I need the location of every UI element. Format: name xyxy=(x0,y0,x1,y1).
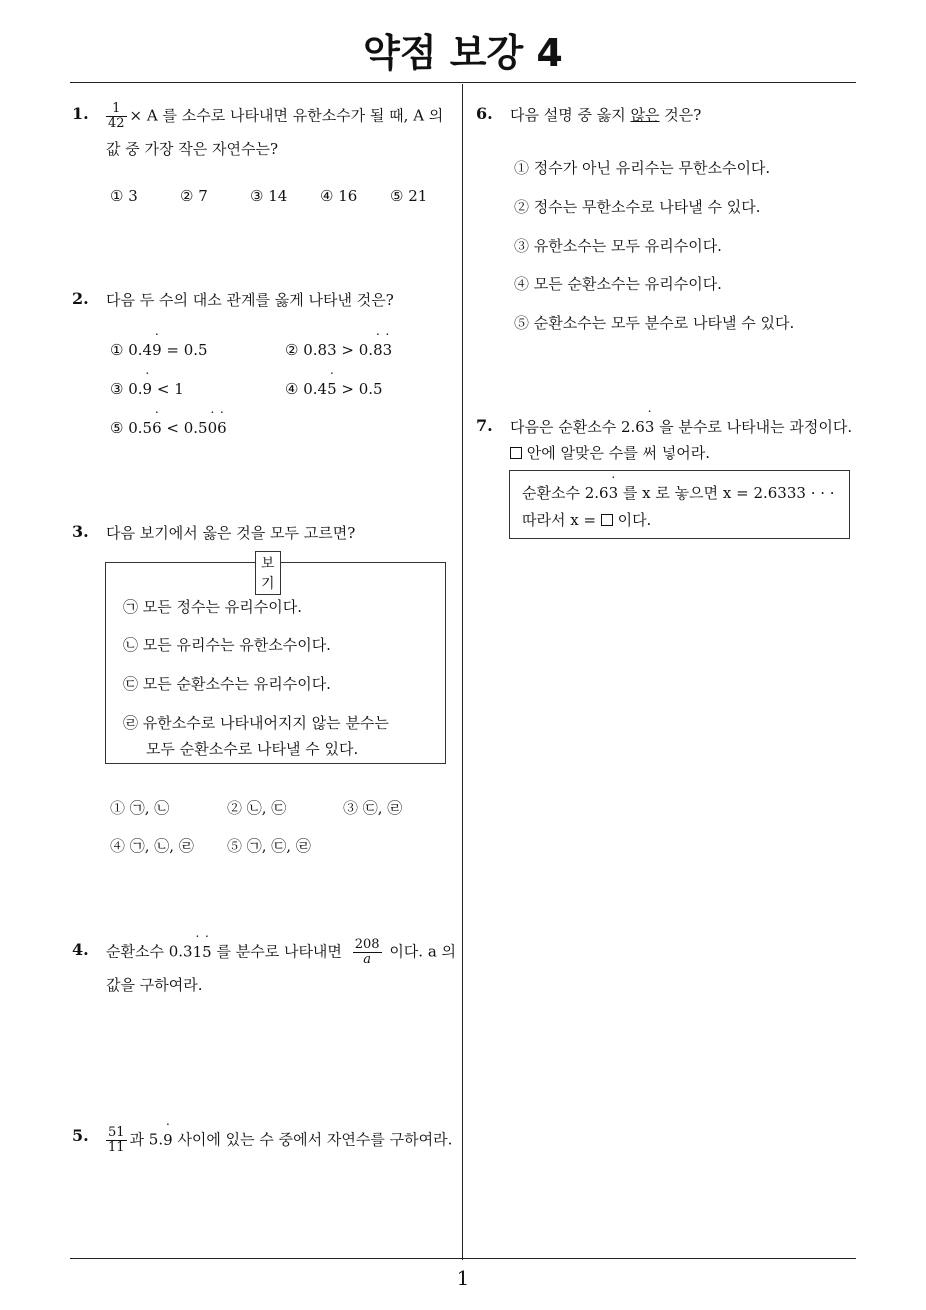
choice-2[interactable]: ② 정수는 무한소수로 나타낼 수 있다. xyxy=(514,198,761,216)
question-text: 다음 두 수의 대소 관계를 옳게 나타낸 것은? xyxy=(106,291,394,309)
question-line-1: 다음은 순환소수 2.63 ˙ 을 분수로 나타내는 과정이다. xyxy=(510,416,852,437)
choice-4[interactable]: ④ 0.45 ˙ > 0.5 xyxy=(285,380,383,398)
choice-2[interactable]: ② 0.83 > 0.8 ˙3 ˙ xyxy=(285,341,392,359)
question-line-2: 안에 알맞은 수를 써 넣어라. xyxy=(510,442,710,463)
choice-3[interactable]: ③ 14 xyxy=(250,187,288,205)
footer-rule xyxy=(70,1258,856,1259)
choice-1[interactable]: ① 0.49 ˙ = 0.5 xyxy=(110,341,208,359)
question-number: 6. xyxy=(476,104,493,123)
question-line-2: 값을 구하여라. xyxy=(106,976,203,994)
choice-1[interactable]: ① 정수가 아닌 유리수는 무한소수이다. xyxy=(514,159,771,177)
question-text: $\frac{51}{11}$ 과 5.9 ˙ 사이에 있는 수 중에서 자연수를 구하여라. xyxy=(106,1126,452,1155)
question-text: 다음 설명 중 옳지 않은 것은? xyxy=(510,106,702,124)
question-number: 5. xyxy=(72,1126,89,1145)
choice-5[interactable]: ⑤ 0.56 ˙ < 0.50 ˙6 ˙ xyxy=(110,419,227,437)
choice-5[interactable]: ⑤ 21 xyxy=(390,187,428,205)
example-item-1: ㉠ 모든 정수는 유리수이다. xyxy=(123,598,302,616)
question-text: 다음 보기에서 옳은 것을 모두 고르면? xyxy=(106,524,356,542)
question-line-2: 값 중 가장 작은 자연수는? xyxy=(106,140,279,158)
column-divider xyxy=(462,84,463,1260)
question-number: 4. xyxy=(72,940,89,959)
fraction: $\frac{208}{a}$ xyxy=(354,937,380,967)
choice-1[interactable]: ① ㉠, ㉡ xyxy=(110,799,170,817)
question-line-1: $\frac{1}{42}$ × A 를 소수로 나타내면 유한소수가 될 때, A 의 xyxy=(108,101,444,131)
process-line-2: 따라서 x = 이다. xyxy=(522,511,652,529)
question-number: 1. xyxy=(72,104,89,123)
example-item-4: ㉣ 유한소수로 나타내어지지 않는 분수는 xyxy=(123,714,389,732)
header-rule xyxy=(70,82,856,83)
choice-2[interactable]: ② 7 xyxy=(180,187,208,205)
choice-3[interactable]: ③ 0.9 ˙ < 1 xyxy=(110,380,184,398)
choice-1[interactable]: ① 3 xyxy=(110,187,138,205)
fraction: $\frac{51}{11}$ xyxy=(108,1125,125,1155)
question-number: 2. xyxy=(72,289,89,308)
choice-5[interactable]: ⑤ 순환소수는 모두 분수로 나타낼 수 있다. xyxy=(514,314,795,332)
example-box-label: 보기 xyxy=(255,551,281,595)
question-number: 3. xyxy=(72,522,89,541)
page-title: 약점 보강 4 xyxy=(363,31,563,75)
example-item-3: ㉢ 모든 순환소수는 유리수이다. xyxy=(123,675,331,693)
example-item-4-cont: 모두 순환소수로 나타낼 수 있다. xyxy=(146,740,359,758)
process-line-1: 순환소수 2.63 ˙ 를 x 로 놓으면 x = 2.6333 · · · xyxy=(522,482,835,503)
choice-4[interactable]: ④ 16 xyxy=(320,187,358,205)
question-line-1: 순환소수 0.31 ˙5 ˙ 를 분수로 나타내면 $\frac{208}{a}$ 이다. a 의 xyxy=(106,938,456,967)
choice-2[interactable]: ② ㉡, ㉢ xyxy=(227,799,287,817)
choice-5[interactable]: ⑤ ㉠, ㉢, ㉣ xyxy=(227,837,311,855)
page-number: 1 xyxy=(456,1266,470,1290)
choice-3[interactable]: ③ ㉢, ㉣ xyxy=(343,799,403,817)
choice-4[interactable]: ④ 모든 순환소수는 유리수이다. xyxy=(514,275,722,293)
fraction: $\frac{1}{42}$ xyxy=(108,101,125,131)
choice-4[interactable]: ④ ㉠, ㉡, ㉣ xyxy=(110,837,194,855)
answer-blank-box[interactable] xyxy=(601,514,613,526)
choice-3[interactable]: ③ 유한소수는 모두 유리수이다. xyxy=(514,237,722,255)
question-number: 7. xyxy=(476,416,493,435)
example-item-2: ㉡ 모든 유리수는 유한소수이다. xyxy=(123,636,331,654)
blank-box-icon xyxy=(510,447,522,459)
